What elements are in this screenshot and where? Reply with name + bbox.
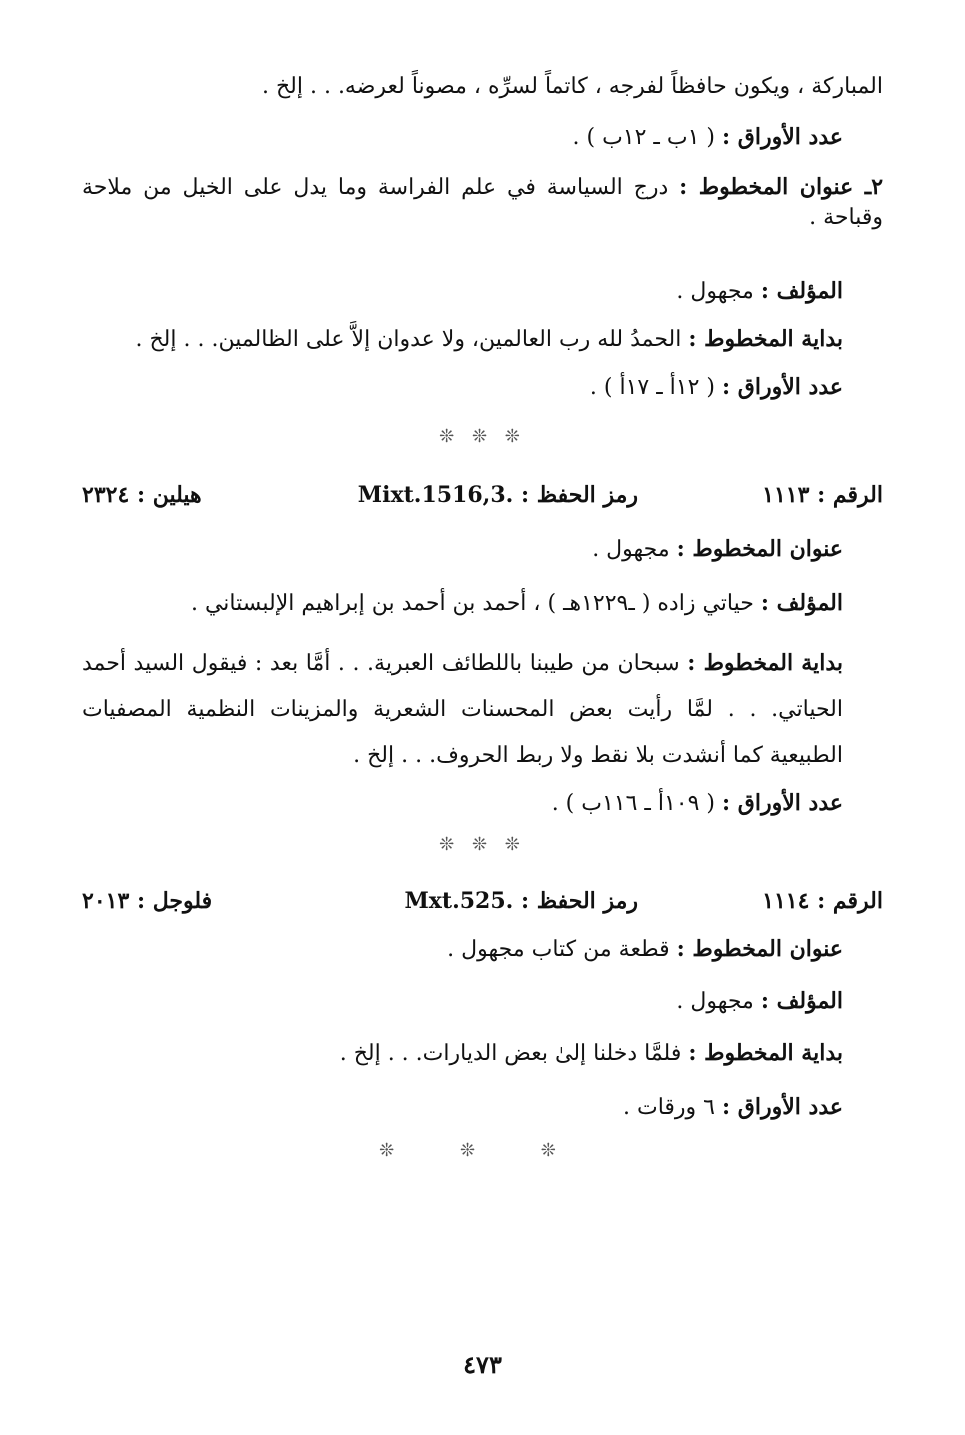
record-1113-header — [82, 478, 883, 512]
title-value: قطعة من كتاب مجهول . — [447, 937, 670, 962]
incipit-label: بداية المخطوط : — [688, 326, 843, 352]
leaves-label: عدد الأوراق : — [722, 374, 843, 400]
catalog-reference: هيلين : ٢٣٢٤ — [82, 482, 202, 508]
leaves-value: ٦ ورقات . — [623, 1095, 715, 1120]
record-1113-author — [82, 588, 843, 619]
incipit-value: سبحان من طيبنا باللطائف العبرية. . . أمَّا بعد : فيقول السيد أحمد الحياتي. . . لمَّا رأيت بعض المحسنات الشعرية والمزينات النظمية المصفيات الطبيعية كما أنشدت بلا نقط ولا ربط الحروف. . . إلخ . — [82, 651, 843, 768]
shelf-mark: رمز الحفظ : Mixt.1516,3. — [357, 482, 638, 508]
leaves-label: عدد الأوراق : — [722, 790, 843, 816]
author-value: مجهول . — [676, 989, 754, 1014]
record-1114-author — [82, 986, 843, 1017]
incipit-value: الحمدُ لله رب العالمين، ولا عدوان إلاَّ على الظالمين. . . إلخ . — [135, 327, 682, 352]
record-1114-incipit — [82, 1038, 843, 1069]
item2-incipit — [82, 324, 843, 355]
leaves-value: ( ١٢أ ـ ١٧أ ) . — [589, 375, 715, 400]
leaves-value: ( ١٠٩أ ـ ١١٦ب ) . — [551, 791, 715, 816]
shelf-mark: رمز الحفظ : Mxt.525. — [404, 888, 638, 914]
author-value: حياتي زاده ( ـ١٢٢٩هـ ) ، أحمد بن أحمد بن إبراهيم الإلبستاني . — [190, 591, 754, 616]
leaves-label: عدد الأوراق : — [722, 124, 843, 150]
author-label: المؤلف : — [760, 590, 843, 616]
top-leaves — [82, 122, 843, 153]
leaves-label: عدد الأوراق : — [722, 1094, 843, 1120]
separator-stars: ❊ ❊ ❊ — [439, 426, 526, 447]
separator-stars: ❊ ❊ ❊ — [379, 1140, 586, 1161]
record-1113-leaves — [82, 788, 843, 819]
record-1113-incipit — [82, 640, 843, 779]
separator-stars: ❊ ❊ ❊ — [439, 834, 526, 855]
incipit-label: بداية المخطوط : — [688, 1040, 843, 1066]
title-value: مجهول . — [592, 537, 670, 562]
leaves-value: ( ١ب ـ ١٢ب ) . — [572, 125, 715, 150]
record-number: الرقم : ١١١٤ — [762, 888, 883, 914]
title-label: عنوان المخطوط : — [676, 536, 843, 562]
record-1114-title — [82, 934, 843, 965]
item2-leaves — [82, 372, 843, 403]
page-number: ٤٧٣ — [463, 1350, 502, 1379]
incipit-label: بداية المخطوط : — [687, 650, 844, 676]
record-1114-header — [82, 884, 883, 918]
item2-title — [82, 172, 883, 233]
author-label: المؤلف : — [760, 988, 843, 1014]
catalog-reference: فلوجل : ٢٠١٣ — [82, 888, 213, 914]
author-label: المؤلف : — [760, 278, 843, 304]
title-value: درج السياسة في علم الفراسة وما يدل على الخيل من ملاحة وقباحة . — [82, 175, 883, 230]
record-1114-leaves — [82, 1092, 843, 1123]
title-label: عنوان المخطوط : — [676, 936, 843, 962]
title-label: ٢ـ عنوان المخطوط : — [679, 174, 884, 200]
record-number: الرقم : ١١١٣ — [762, 482, 883, 508]
incipit-value: فلمَّا دخلنا إلىٰ بعض الديارات. . . إلخ . — [339, 1041, 682, 1066]
record-1113-title — [82, 534, 843, 565]
item2-author — [82, 276, 843, 307]
author-value: مجهول . — [676, 279, 754, 304]
continuation-line: المباركة ، ويكون حافظاً لفرجه ، كاتماً لسرِّه ، مصوناً لعرضه. . . إلخ . — [261, 74, 883, 99]
